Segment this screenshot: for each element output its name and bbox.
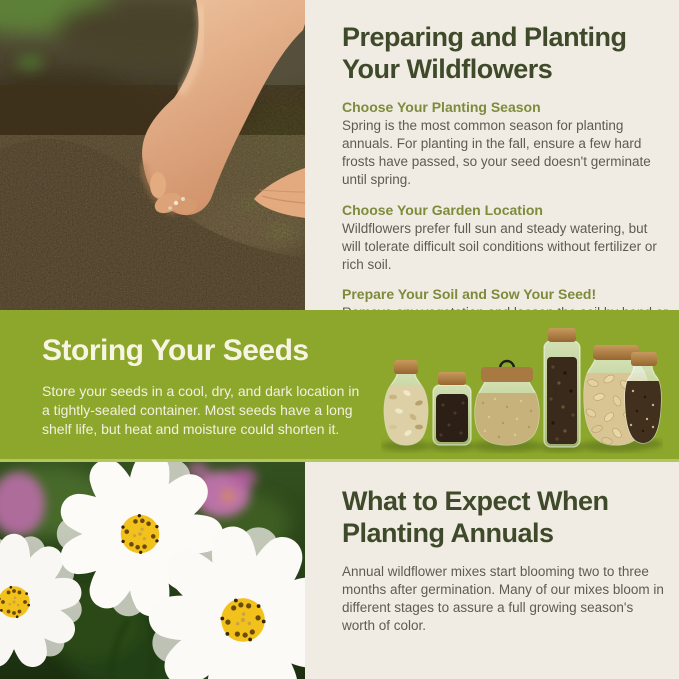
- flowers-photo: [0, 462, 305, 679]
- planting-photo-art: [0, 0, 305, 310]
- planting-season-heading: Choose Your Planting Season: [342, 98, 541, 115]
- flowers-photo-art: [0, 462, 305, 679]
- section-what-to-expect: [305, 462, 679, 679]
- seed-jar-wide-tan: [471, 361, 543, 449]
- seed: [174, 201, 178, 205]
- subsection-planting-season: [342, 99, 669, 189]
- preparing-title: Preparing and Planting Your Wildflowers: [342, 22, 627, 85]
- cork-lid: [394, 360, 418, 374]
- planting-season-body: Spring is the most common season for planting annuals. For planting in the fall, ensure a few hard frosts have passed, so your seed doesn't germinate until spring.: [342, 117, 651, 187]
- cork-lid: [631, 352, 657, 366]
- planting-photo: [0, 0, 305, 310]
- seed-jars-art: [381, 315, 663, 455]
- seed: [181, 197, 185, 201]
- seed-jars-photo: [381, 315, 663, 455]
- storing-text-block: [42, 334, 360, 439]
- seed: [168, 206, 172, 210]
- section-storing-seeds: [0, 310, 679, 462]
- expect-title: What to Expect When Planting Annuals: [342, 486, 609, 549]
- subsection-garden-location: [342, 202, 669, 274]
- cork-lid: [481, 367, 533, 382]
- wire-clip: [500, 361, 514, 367]
- section-preparing-planting: [305, 0, 679, 310]
- storing-title: Storing Your Seeds: [42, 334, 309, 367]
- cork-lid: [548, 328, 576, 342]
- prepare-soil-heading: Prepare Your Soil and Sow Your Seed!: [342, 286, 597, 303]
- seed-jar-dark-small: [433, 372, 471, 445]
- seed-jar-beans: [381, 360, 431, 447]
- garden-location-body: Wildflowers prefer full sun and steady watering, but will tolerate difficult soil conditions without fertilizer or rich soil.: [342, 220, 657, 272]
- expect-body: Annual wildflower mixes start blooming two to three months after germination. Many of our mixes bloom in different stages to assure a full growing season's worth of color.: [342, 563, 664, 633]
- storing-body: Store your seeds in a cool, dry, and dark location in a tightly-sealed container. Most seeds have a long shelf life, but heat and moisture could shorten it.: [42, 383, 360, 437]
- seed-jar-tall: [544, 328, 580, 447]
- garden-location-heading: Choose Your Garden Location: [342, 201, 543, 218]
- cork-lid: [438, 372, 466, 385]
